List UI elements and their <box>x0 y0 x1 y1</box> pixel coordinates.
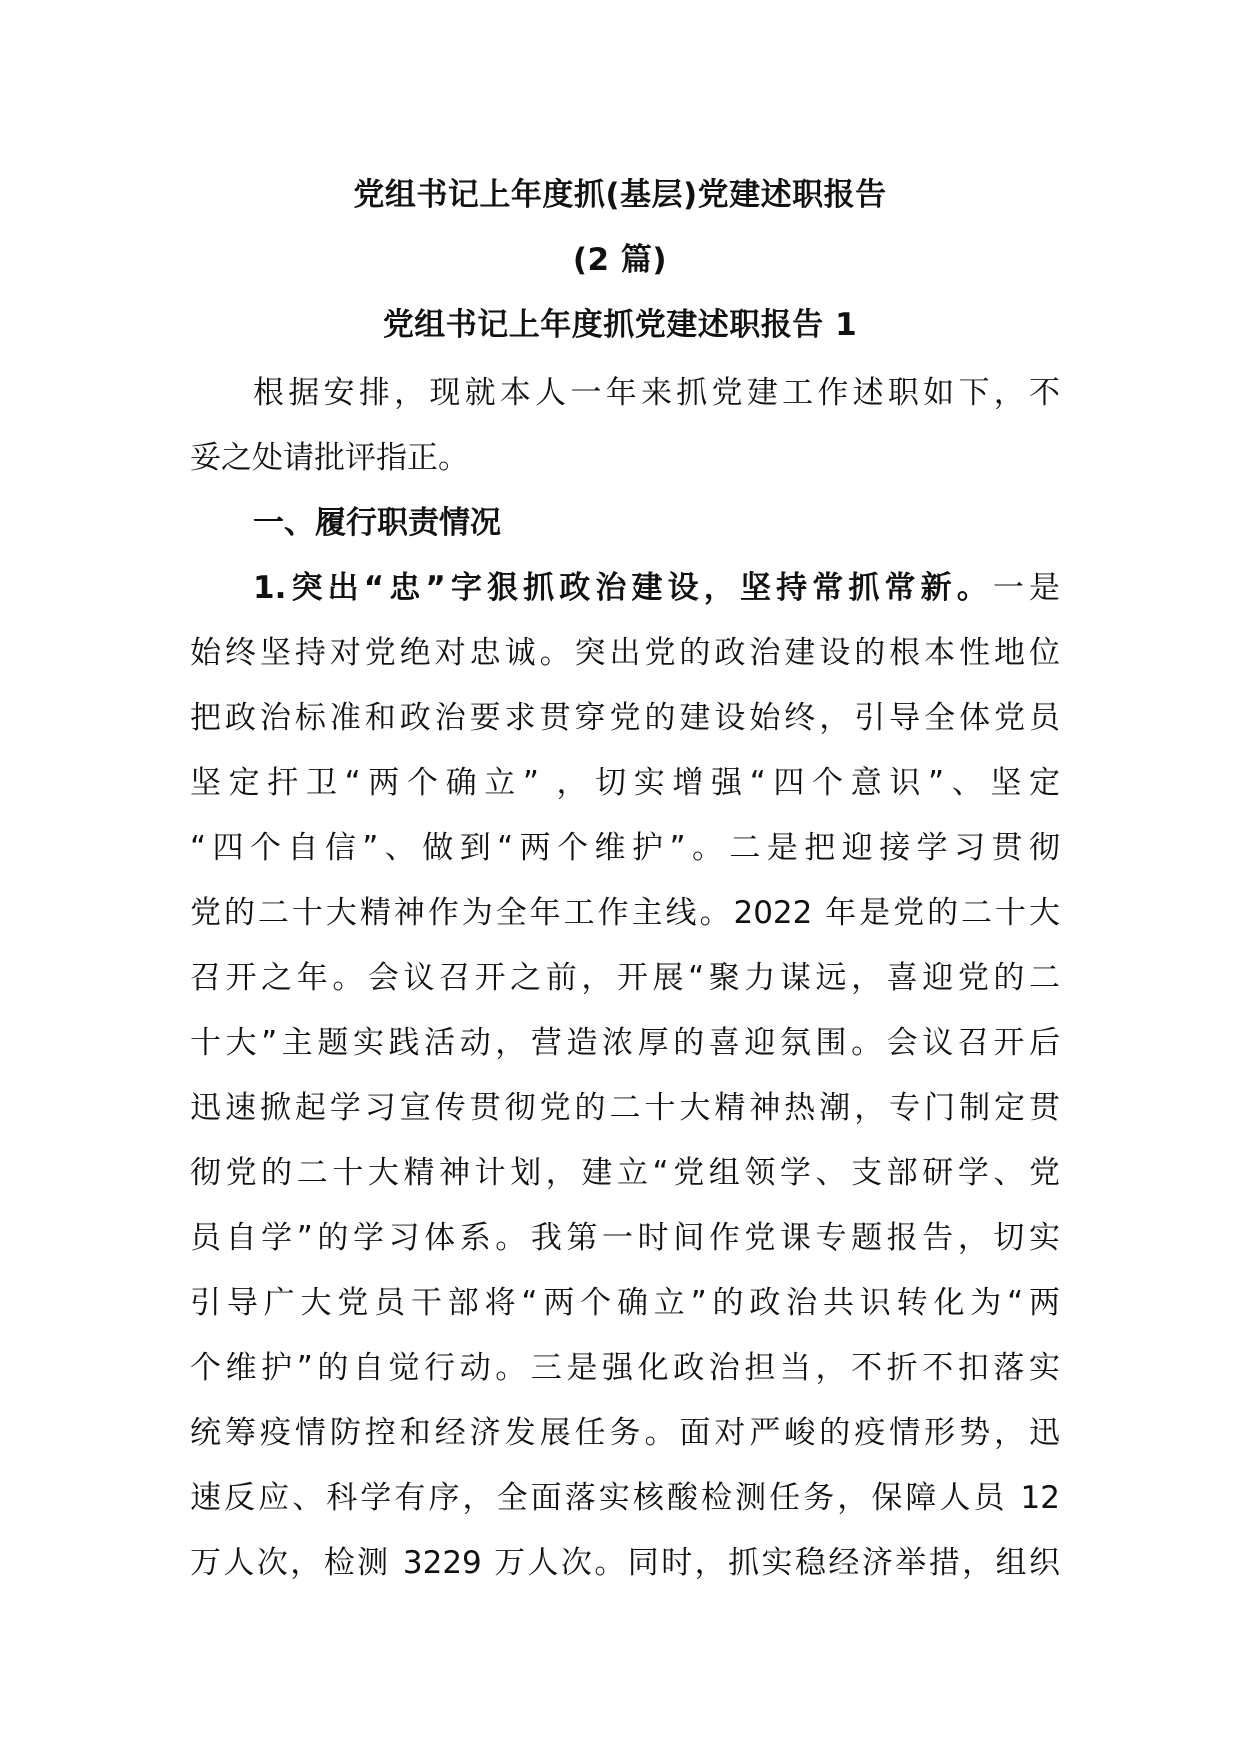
section-heading: 一、履行职责情况 <box>253 505 501 541</box>
paragraph-line: 坚定扞卫“两个确立” ，切实增强“四个意识”、坚定 <box>190 765 1060 801</box>
point-lead: 一是 <box>992 570 1061 606</box>
paragraph-line: 员自学”的学习体系。我第一时间作党课专题报告，切实 <box>190 1220 1060 1256</box>
paragraph-line: 始终坚持对党绝对忠诚。突出党的政治建设的根本性地位 <box>190 635 1060 671</box>
paragraph-line: 个维护”的自觉行动。三是强化政治担当，不折不扣落实 <box>190 1350 1060 1386</box>
paragraph-line: 党的二十大精神作为全年工作主线。2022 年是党的二十大 <box>190 895 1060 931</box>
paragraph-line: 把政治标准和政治要求贯穿党的建设始终，引导全体党员 <box>190 700 1060 736</box>
intro-line: 根据安排，现就本人一年来抓党建工作述职如下，不 <box>253 375 1060 411</box>
paragraph-line: 引导广大党员干部将“两个确立”的政治共识转化为“两 <box>190 1285 1060 1321</box>
intro-line: 妥之处请批评指正。 <box>190 440 469 476</box>
report-subtitle: 党组书记上年度抓党建述职报告 1 <box>382 307 858 343</box>
paragraph-line: 迅速掀起学习宣传贯彻党的二十大精神热潮，专门制定贯 <box>190 1090 1060 1126</box>
paragraph-line: “四个自信”、做到“两个维护”。二是把迎接学习贯彻 <box>190 830 1060 866</box>
paragraph-line: 万人次，检测 3229 万人次。同时，抓实稳经济举措，组织 <box>190 1545 1060 1581</box>
paragraph-line: 速反应、科学有序，全面落实核酸检测任务，保障人员 12 <box>190 1480 1060 1516</box>
paragraph-line: 彻党的二十大精神计划，建立“党组领学、支部研学、党 <box>190 1155 1060 1191</box>
paragraph-line: 统筹疫情防控和经济发展任务。面对严峻的疫情形势，迅 <box>190 1415 1060 1451</box>
document-title: 党组书记上年度抓(基层)党建述职报告 <box>353 177 887 213</box>
paragraph-line: 召开之年。会议召开之前，开展“聚力谋远，喜迎党的二 <box>190 960 1060 996</box>
paragraph-line: 十大”主题实践活动，营造浓厚的喜迎氛围。会议召开后 <box>190 1025 1060 1061</box>
point-heading-line <box>253 568 1060 608</box>
document-title-count: (2 篇) <box>572 242 668 278</box>
point-heading: 1.突出“忠”字狠抓政治建设，坚持常抓常新。 <box>253 570 993 606</box>
